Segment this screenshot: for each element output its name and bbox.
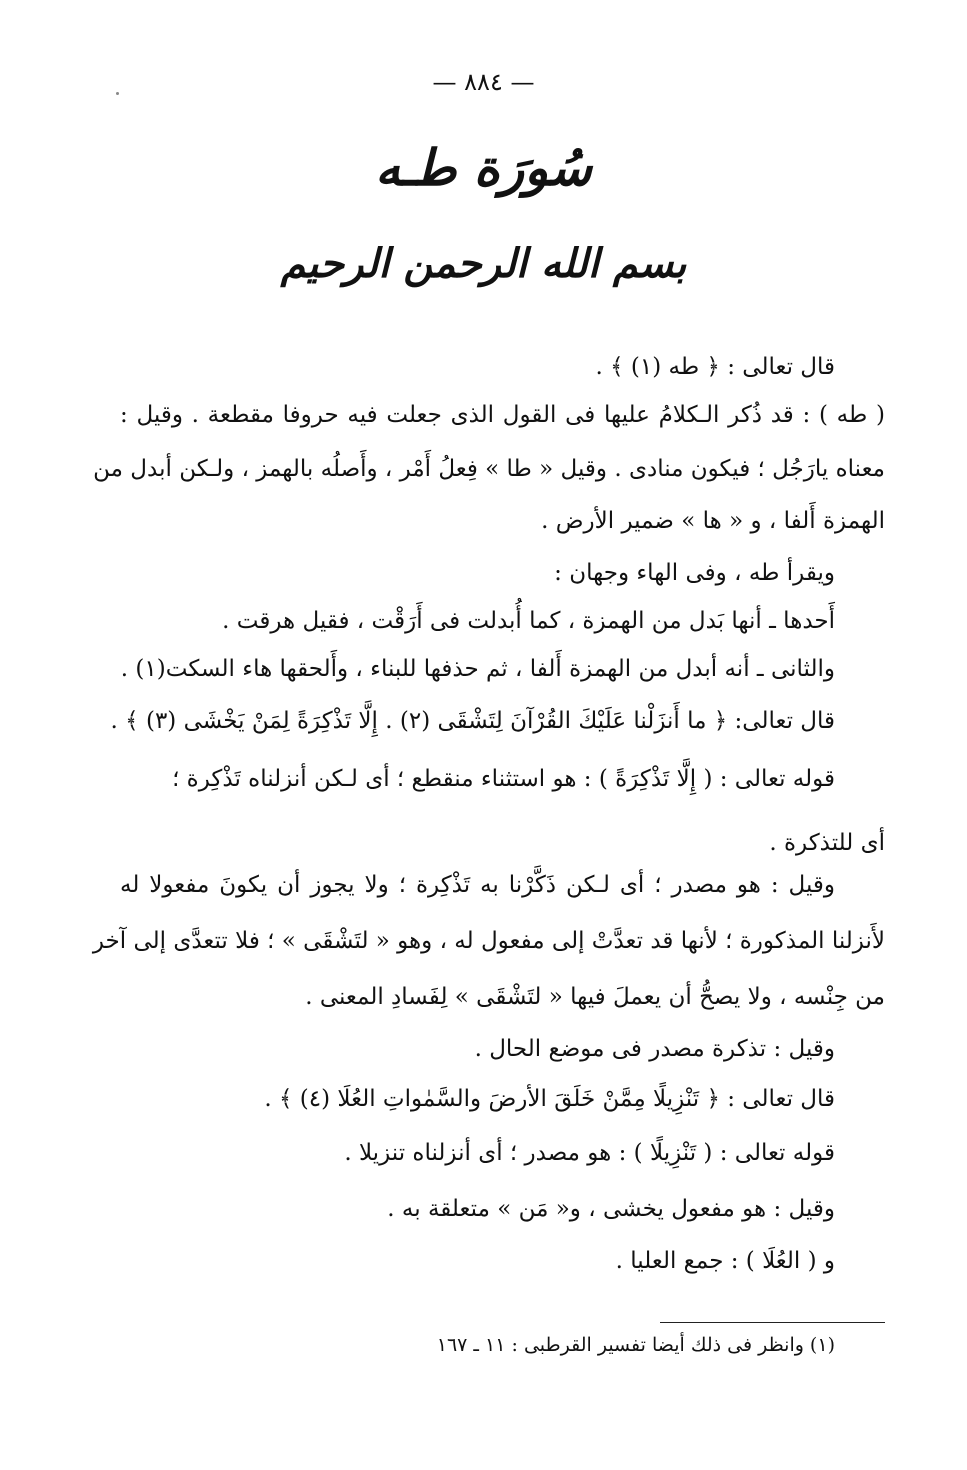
text-line-3: معناه يارَجُل ؛ فيكون منادى . وقيل « طا » فِعلُ أَمْر ، وأَصلُه بالهمز ، ولـكن أبدل من xyxy=(93,456,885,482)
text-line-11: وقيل : هو مصدر ؛ أى لـكن ذَكَّرْنا به تَذْكِرة ؛ ولا يجوز أن يكونَ مفعولا له xyxy=(120,872,835,898)
text-line-2: ( طه ) : قد ذُكر الـكلامُ عليها فى القول الذى جعلت فيه حروفا مقطعة . وقيل : xyxy=(120,402,885,428)
text-line-16: قوله تعالى : ( تَنْزِيلًا ) : هو مصدر ؛ أى أنزلناه تنزيلا . xyxy=(344,1140,835,1166)
text-line-4: الهمزة أَلفا ، و « ها » ضمير الأرض . xyxy=(541,508,885,534)
text-line-14: وقيل : تذكرة مصدر فى موضع الحال . xyxy=(474,1036,835,1062)
footnote: (١) وانظر فى ذلك أيضا تفسير القرطبى : ١١ ـ ١٦٧ xyxy=(436,1334,835,1356)
text-line-12: لأَنزلنا المذكورة ؛ لأنها قد تعدَّتْ إلى مفعول له ، وهو « لتَشْقَى » ؛ فلا تتعدَّى إلى آخر xyxy=(92,928,885,954)
text-line-5: ويقرأ طه ، وفى الهاء وجهان : xyxy=(554,560,835,586)
text-line-17: وقيل : هو مفعول يخشى ، و« مَن » متعلقة به . xyxy=(387,1196,835,1222)
surah-title: سُورَة طـه xyxy=(375,138,592,197)
footnote-divider xyxy=(660,1322,885,1323)
text-line-18: و ( العُلَا ) : جمع العليا . xyxy=(615,1248,835,1274)
text-line-15: قال تعالى : ﴿ تَنْزِيلًا مِمَّنْ خَلَقَ الأرضَ والسَّمٰواتِ العُلَا (٤) ﴾ . xyxy=(264,1086,835,1112)
text-line-13: من جِنْسه ، ولا يصحُّ أن يعملَ فيها « لتَشْقَى » لِفَسادِ المعنى . xyxy=(305,984,885,1010)
text-line-10: أى للتذكرة . xyxy=(769,830,885,856)
text-line-1: قال تعالى : ﴿ طه (١) ﴾ . xyxy=(595,354,835,380)
text-line-7: والثانى ـ أنه أبدل من الهمزة أَلفا ، ثم حذفها للبناء ، وأَلحقها هاء السكت(١) . xyxy=(120,656,835,682)
page-number: — ٨٨٤ — xyxy=(432,68,535,96)
text-line-8: قال تعالى: ﴿ ما أَنزَلْنا عَلَيْكَ القُرْآنَ لِتَشْقَى (٢) . إِلَّا تَذْكِرَةً لِمَنْ يَخْشَى (٣) ﴾ . xyxy=(110,708,835,734)
basmala: بسم الله الرحمن الرحيم xyxy=(280,240,687,287)
text-line-9: قوله تعالى : ( إِلَّا تَذْكِرَةً ) : هو استثناء منقطع ؛ أى لـكن أنزلناه تَذْكِرة ؛ xyxy=(172,766,835,792)
text-line-6: أَحدها ـ أنها بَدل من الهمزة ، كما أُبدلت فى أَرَقْت ، فقيل هرقت . xyxy=(222,608,835,634)
